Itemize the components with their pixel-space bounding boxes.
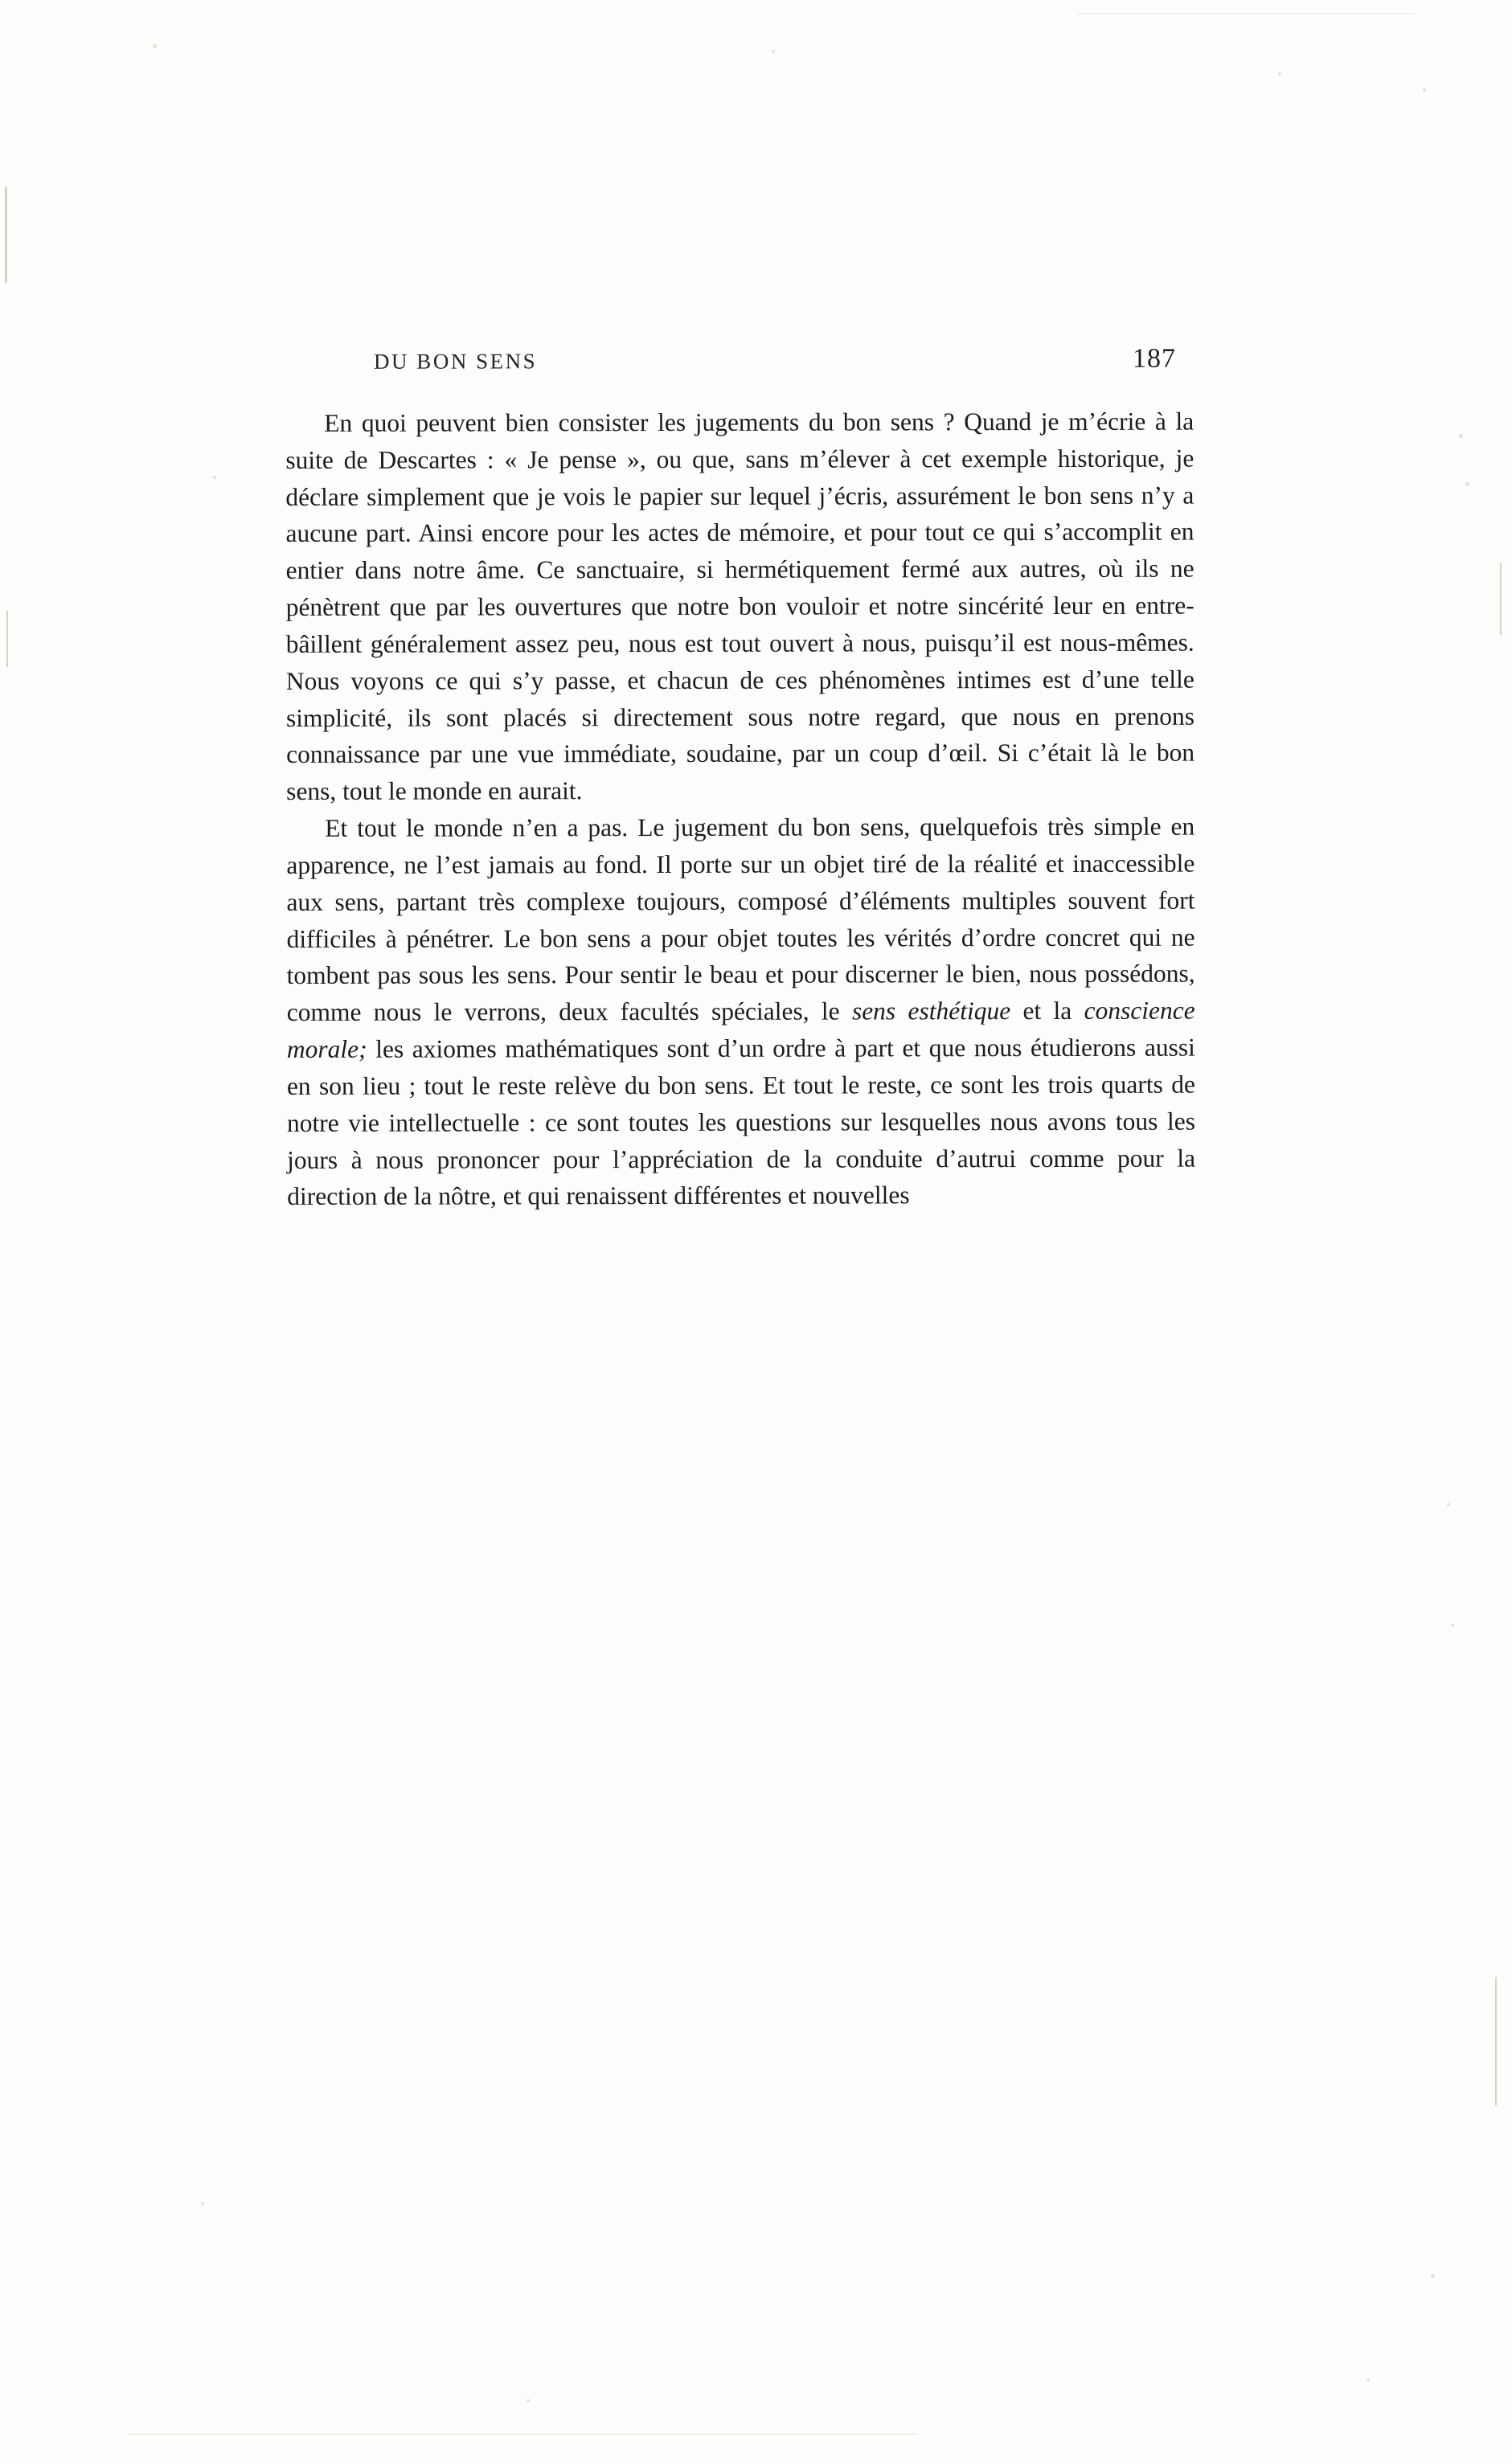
scan-edge-mark-right-top	[1500, 563, 1502, 635]
scan-speck	[213, 476, 216, 479]
scan-edge-mark-top	[1077, 13, 1415, 14]
emphasis-conscience-morale: conscience morale;	[286, 996, 1195, 1064]
paragraph-2-text-part-1: Et tout le monde n’en a pas. Le jugement du bon sens, quelquefois très simple en apparence, ne l’est jamais au fond. Il porte sur un objet tiré de la réalité et inaccessible aux sens, partant très complexe toujours, composé d’éléments multiples souvent fort difficiles à pénétrer. Le bon sens a pour objet toutes les vérités d’ordre concret qui ne tombent pas sous les sens. Pour sentir le beau et pour discerner le bien, nous possédons, comme nous le verrons, deux facultés spéciales, le	[286, 812, 1195, 1027]
scan-speck	[201, 2202, 204, 2205]
scan-speck	[527, 2399, 530, 2402]
page-number: 187	[1132, 343, 1177, 374]
scan-speck	[1278, 72, 1281, 76]
scan-edge-mark-left-top	[5, 186, 7, 283]
scan-edge-mark-right-low	[1495, 1977, 1497, 2106]
scan-edge-mark-left-mid	[6, 611, 8, 667]
scan-edge-mark-bottom	[129, 2433, 916, 2435]
scan-speck	[1431, 2274, 1435, 2278]
running-head-title: DU BON SENS	[374, 349, 538, 374]
scan-speck	[153, 44, 157, 48]
scan-speck	[1423, 88, 1426, 92]
paragraph-2-text-part-2: et la	[1010, 997, 1084, 1025]
scan-speck	[1447, 1503, 1450, 1506]
running-head	[285, 344, 1194, 376]
scan-speck	[772, 50, 775, 53]
scan-speck	[1367, 2379, 1370, 2382]
paragraph-1-text: En quoi peuvent bien consister les jugements du bon sens ? Quand je m’écrie à la suite de Descartes : « Je pense », ou que, sans m’élever à cet exemple historique, je déclare simplement que je vois le papier sur lequel j’écris, assurément le bon sens n’y a aucune part. Ainsi encore pour les actes de mémoire, et pour tout ce qui s’accomplit en entier dans notre âme. Ce sanctuaire, si hermétiquement fermé aux autres, où ils ne pénètrent que par les ouvertures que notre bon vouloir et notre sincérité leur en entre-bâillent généralement assez peu, nous est tout ouvert à nous, puisqu’il est nous-mêmes. Nous voyons ce qui s’y passe, et chacun de ces phénomènes intimes est d’une telle simplicité, ils sont placés si directement sous notre regard, que nous en prenons connaissance par une vue immédiate, soudaine, par un coup d’œil. Si c’était là le bon sens, tout le monde en aurait.	[285, 407, 1195, 806]
emphasis-sens-esthetique: sens esthétique	[851, 997, 1011, 1025]
paragraph-2	[286, 808, 1195, 1215]
paragraph-2-text-part-3: les axiomes mathématiques sont d’un ordre à part et que nous étudierons aussi en son lieu ; tout le reste relève du bon sens. Et tout le reste, ce sont les trois quarts de notre vie intellectuelle : ce sont toutes les questions sur lesquelles nous avons tous les jours à nous prononcer pour l’appréciation de la conduite d’autrui comme pour la direction de la nôtre, et qui renaissent différentes et nouvelles	[286, 1033, 1196, 1211]
scan-speck	[1451, 1623, 1454, 1627]
scan-speck	[1465, 482, 1469, 486]
page-content	[285, 344, 1195, 1216]
paragraph-1	[285, 403, 1194, 810]
body-text	[285, 403, 1195, 1216]
scan-speck	[1459, 434, 1463, 438]
